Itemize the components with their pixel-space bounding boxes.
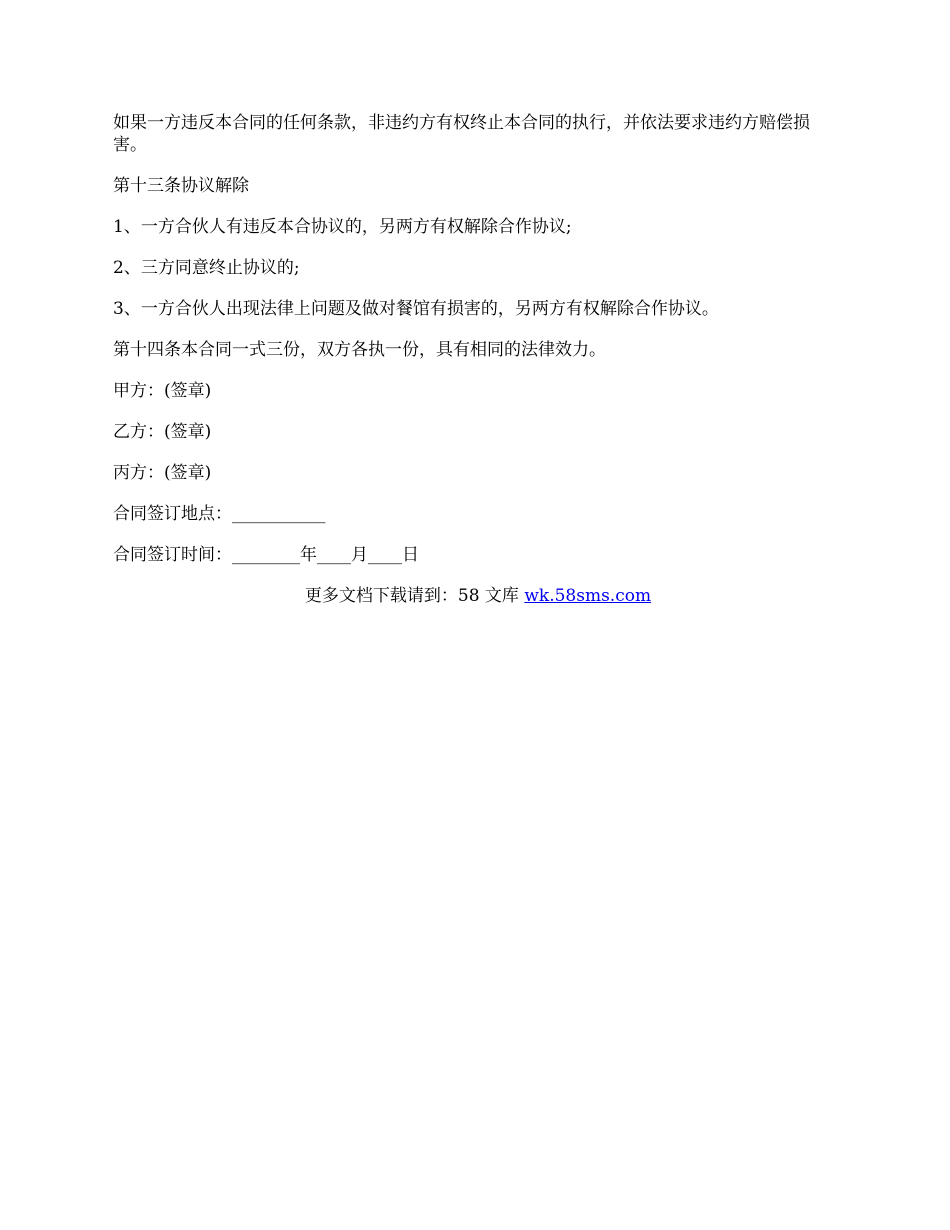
signature-party-b: 乙方：(签章) [113, 422, 212, 442]
signing-location: 合同签订地点：___________ [113, 504, 326, 524]
signature-party-a: 甲方：(签章) [113, 381, 212, 401]
signing-date: 合同签订时间：________年____月____日 [113, 545, 419, 565]
list-item-2: 2、三方同意终止协议的; [113, 258, 300, 278]
list-item-1: 1、一方合伙人有违反本合协议的，另两方有权解除合作协议; [113, 217, 572, 237]
download-footer [113, 585, 843, 607]
footer-link[interactable]: wk.58sms.com [524, 586, 652, 606]
signature-party-c: 丙方：(签章) [113, 463, 212, 483]
heading-article-13: 第十三条协议解除 [113, 176, 249, 196]
document-body [113, 112, 843, 607]
paragraph-article-14: 第十四条本合同一式三份，双方各执一份，具有相同的法律效力。 [113, 340, 606, 360]
paragraph-breach-clause: 如果一方违反本合同的任何条款，非违约方有权终止本合同的执行，并依法要求违约方赔偿损害。 [113, 113, 810, 155]
footer-prefix: 更多文档下载请到：58 文库 [304, 586, 525, 606]
list-item-3: 3、一方合伙人出现法律上问题及做对餐馆有损害的，另两方有权解除合作协议。 [113, 299, 719, 319]
